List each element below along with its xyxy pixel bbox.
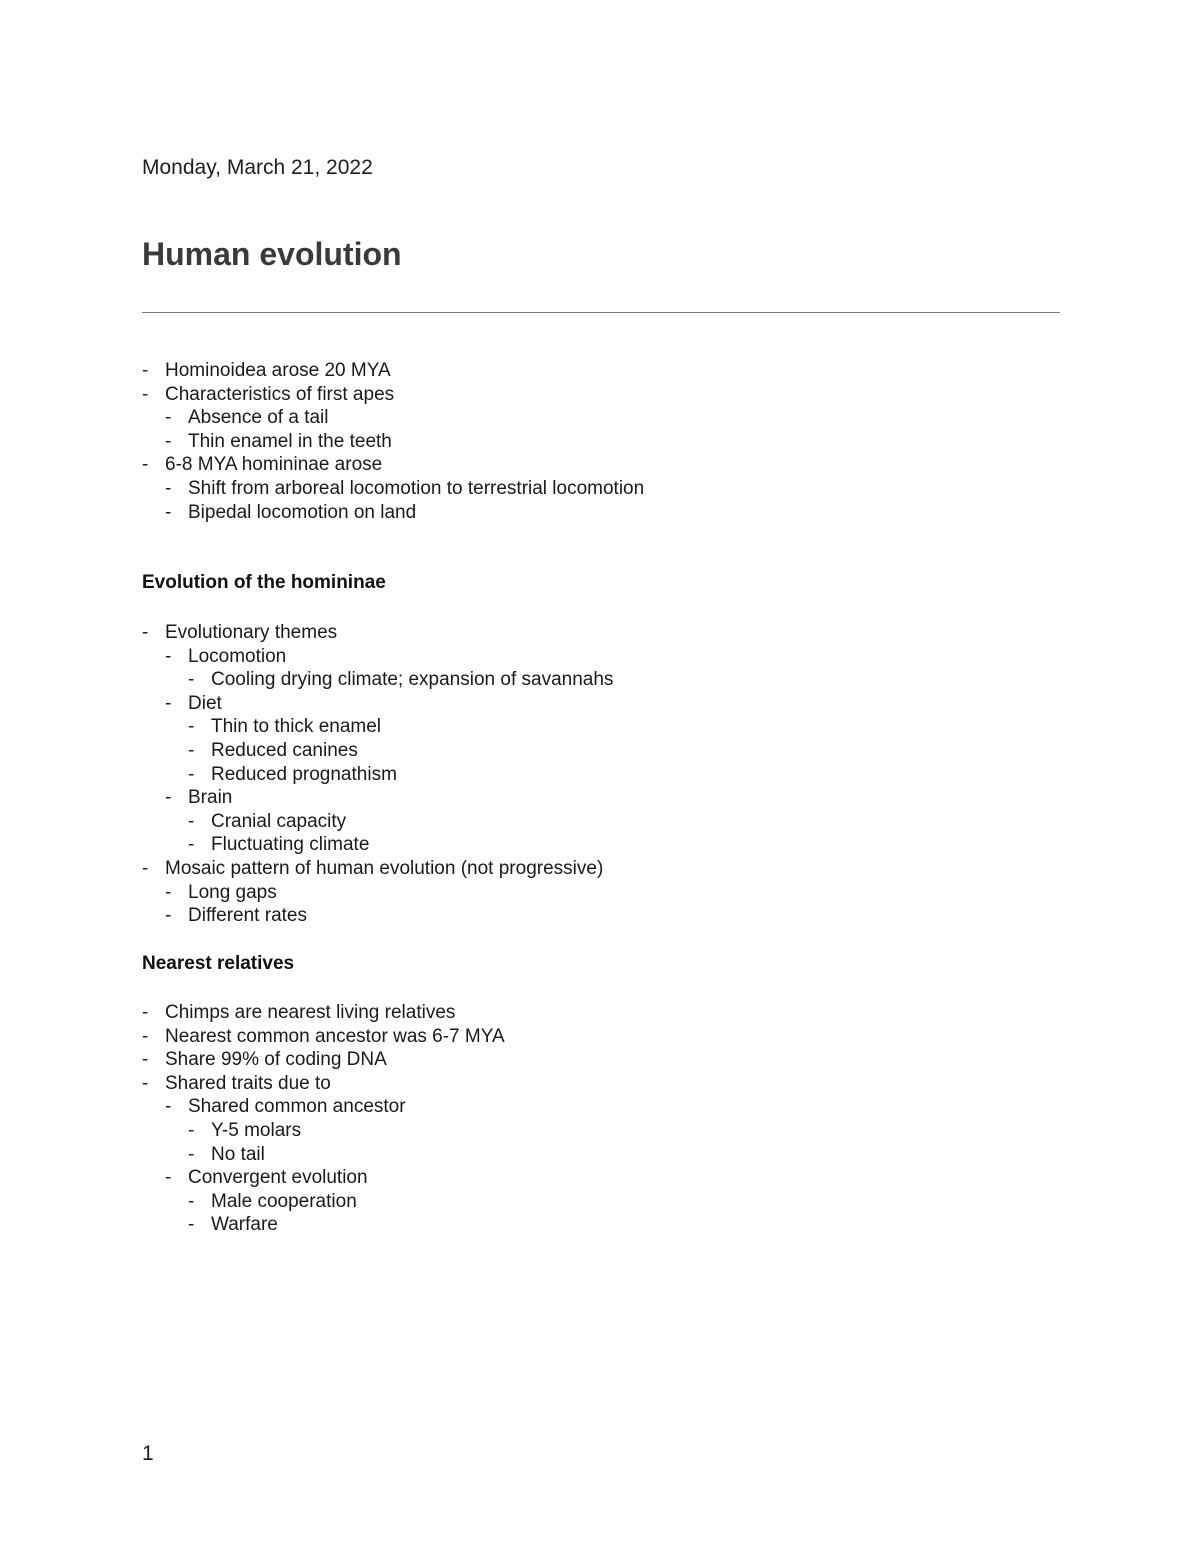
- bullet-list-homininae: [142, 621, 1042, 928]
- list-item: [142, 692, 1042, 716]
- list-item: [142, 1190, 1042, 1214]
- bullet-dash: -: [165, 787, 172, 809]
- section-heading-homininae: Evolution of the homininae: [142, 572, 386, 593]
- list-item: [142, 715, 1042, 739]
- list-item-text: Thin to thick enamel: [211, 716, 382, 738]
- list-item: [142, 621, 1042, 645]
- bullet-dash: -: [188, 669, 195, 691]
- list-item: [142, 1072, 1042, 1096]
- list-item: [142, 763, 1042, 787]
- list-item: [142, 904, 1042, 928]
- list-item-text: Evolutionary themes: [165, 622, 338, 643]
- list-item-text: Y-5 molars: [211, 1119, 302, 1141]
- list-item: [142, 739, 1042, 763]
- bullet-dash: -: [165, 407, 172, 429]
- list-item-text: Different rates: [188, 905, 307, 927]
- list-item-text: Shared traits due to: [165, 1072, 331, 1094]
- list-item: [142, 857, 1042, 881]
- bullet-dash: -: [165, 1096, 172, 1118]
- section-homininae: [142, 621, 1042, 928]
- list-item-text: Characteristics of first apes: [165, 383, 395, 405]
- bullet-dash: -: [142, 857, 149, 879]
- list-item: [142, 833, 1042, 857]
- list-item-text: Bipedal locomotion on land: [188, 501, 417, 523]
- section-intro: [142, 359, 1042, 524]
- bullet-dash: -: [188, 716, 195, 738]
- bullet-dash: -: [142, 360, 149, 381]
- list-item-text: Reduced prognathism: [211, 763, 397, 785]
- bullet-list-intro: [142, 359, 1042, 524]
- list-item-text: 6-8 MYA homininae arose: [165, 454, 383, 476]
- list-item-text: Chimps are nearest living relatives: [165, 1002, 456, 1023]
- list-item-text: Convergent evolution: [188, 1167, 368, 1189]
- list-item-text: Share 99% of coding DNA: [165, 1049, 387, 1071]
- list-item-text: Thin enamel in the teeth: [188, 430, 392, 452]
- section-nearest-relatives: [142, 1001, 1042, 1237]
- list-item-text: Diet: [188, 692, 222, 714]
- bullet-dash: -: [165, 430, 172, 452]
- list-item: [142, 1025, 1042, 1049]
- section-heading-nearest-relatives: Nearest relatives: [142, 953, 295, 974]
- bullet-dash: -: [188, 739, 195, 761]
- list-item: [142, 1166, 1042, 1190]
- list-item-text: Nearest common ancestor was 6-7 MYA: [165, 1025, 505, 1047]
- list-item: [142, 1143, 1042, 1167]
- bullet-dash: -: [142, 1049, 149, 1071]
- list-item: [142, 645, 1042, 669]
- bullet-dash: -: [142, 1002, 149, 1023]
- bullet-dash: -: [165, 477, 172, 499]
- list-item-text: Shared common ancestor: [188, 1096, 406, 1118]
- bullet-dash: -: [188, 834, 195, 856]
- list-item: [142, 881, 1042, 905]
- bullet-dash: -: [165, 1167, 172, 1189]
- note-date: Monday, March 21, 2022: [142, 156, 373, 179]
- bullet-list-nearest-relatives: [142, 1001, 1042, 1237]
- bullet-dash: -: [188, 763, 195, 785]
- list-item-text: Hominoidea arose 20 MYA: [165, 360, 391, 381]
- list-item-text: Shift from arboreal locomotion to terrestrial locomotion: [188, 477, 645, 499]
- list-item: [142, 383, 1042, 407]
- list-item: [142, 430, 1042, 454]
- list-item: [142, 359, 1042, 383]
- bullet-dash: -: [188, 1119, 195, 1141]
- bullet-dash: -: [142, 1072, 149, 1094]
- list-item: [142, 1048, 1042, 1072]
- list-item: [142, 810, 1042, 834]
- list-item-text: Male cooperation: [211, 1190, 357, 1212]
- list-item-text: Reduced canines: [211, 739, 358, 761]
- list-item-text: Mosaic pattern of human evolution (not progressive): [165, 857, 604, 879]
- list-item-text: Brain: [188, 787, 233, 809]
- list-item: [142, 477, 1042, 501]
- list-item-text: No tail: [211, 1143, 265, 1165]
- list-item: [142, 406, 1042, 430]
- list-item: [142, 668, 1042, 692]
- list-item: [142, 1213, 1042, 1237]
- bullet-dash: -: [188, 1190, 195, 1212]
- list-item: [142, 1095, 1042, 1119]
- list-item-text: Fluctuating climate: [211, 834, 370, 856]
- page-title: Human evolution: [142, 236, 402, 272]
- list-item-text: Cranial capacity: [211, 810, 347, 832]
- bullet-dash: -: [188, 1214, 195, 1236]
- list-item: [142, 1001, 1042, 1025]
- bullet-dash: -: [165, 881, 172, 903]
- bullet-dash: -: [165, 645, 172, 667]
- page-number: 1: [142, 1442, 154, 1465]
- bullet-dash: -: [142, 622, 149, 643]
- title-divider: [142, 312, 1060, 313]
- bullet-dash: -: [165, 692, 172, 714]
- list-item: [142, 786, 1042, 810]
- list-item-text: Absence of a tail: [188, 407, 329, 429]
- bullet-dash: -: [188, 1143, 195, 1165]
- list-item: [142, 453, 1042, 477]
- bullet-dash: -: [188, 810, 195, 832]
- bullet-dash: -: [142, 454, 149, 476]
- bullet-dash: -: [142, 1025, 149, 1047]
- list-item-text: Warfare: [211, 1214, 278, 1236]
- list-item-text: Cooling drying climate; expansion of savannahs: [211, 669, 614, 691]
- bullet-dash: -: [142, 383, 149, 405]
- bullet-dash: -: [165, 905, 172, 927]
- list-item-text: Long gaps: [188, 881, 277, 903]
- list-item-text: Locomotion: [188, 645, 287, 667]
- bullet-dash: -: [165, 501, 172, 523]
- list-item: [142, 501, 1042, 525]
- list-item: [142, 1119, 1042, 1143]
